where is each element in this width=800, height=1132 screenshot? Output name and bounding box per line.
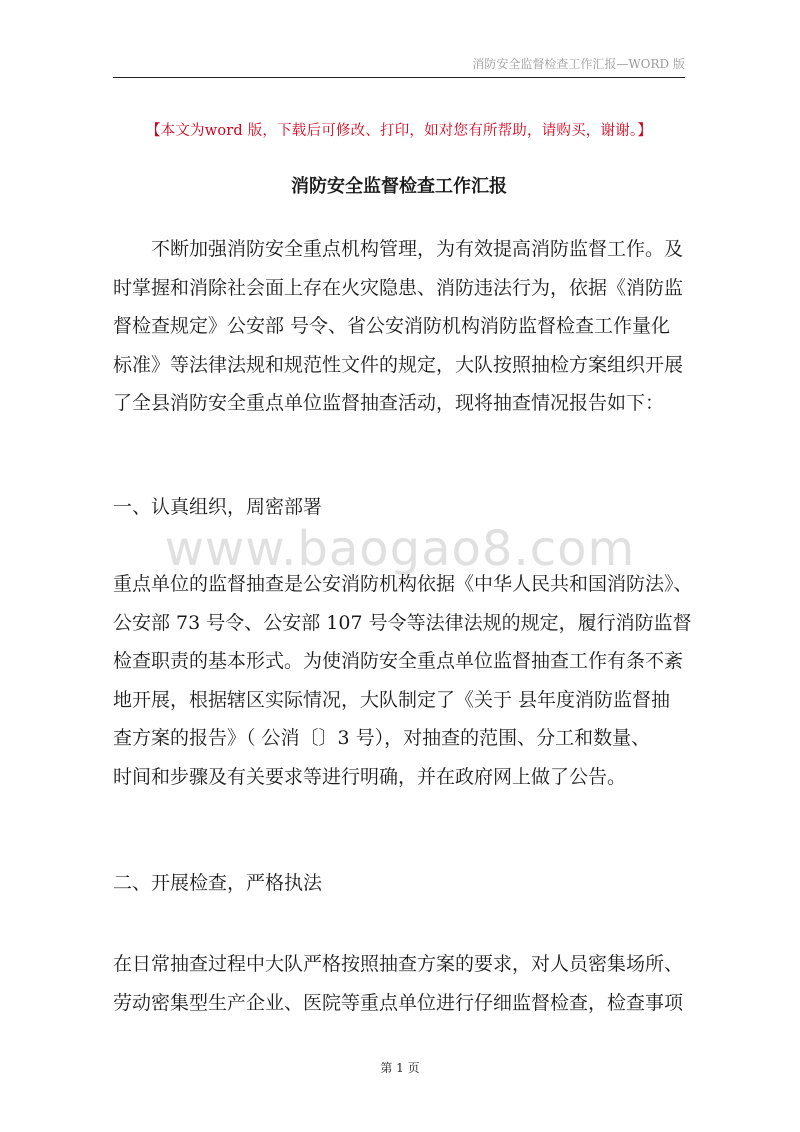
- purchase-notice: 【本文为word 版，下载后可修改、打印，如对您有所帮助，请购买，谢谢。】: [145, 123, 653, 139]
- text-line: 时间和步骤及有关要求等进行明确，并在政府网上做了公告。: [113, 765, 627, 788]
- text-line: 公安部 73 号令、公安部 107 号令等法律法规的规定，履行消防监督: [113, 611, 692, 634]
- text-line: 在日常抽查过程中大队严格按照抽查方案的要求，对人员密集场所、: [113, 953, 684, 975]
- watermark: www.baogao8.com: [164, 521, 636, 577]
- text-line: 劳动密集型生产企业、医院等重点单位进行仔细监督检查，检查事项: [113, 991, 684, 1014]
- section-heading-1: 一、认真组织，周密部署: [113, 496, 323, 518]
- section-2-paragraph: [113, 945, 685, 1022]
- text-line: 重点单位的监督抽查是公安消防机构依据《中华人民共和国消防法》、: [113, 573, 693, 595]
- page-number: 第 1 页: [380, 1061, 420, 1075]
- running-header: 消防安全监督检查工作汇报—WORD 版: [472, 57, 685, 71]
- text-line: 检查职责的基本形式。为使消防安全重点单位监督抽查工作有条不紊: [113, 650, 684, 672]
- text-line: 不断加强消防安全重点机构管理，为有效提高消防监督工作。及: [113, 238, 684, 260]
- text-line: 时掌握和消除社会面上存在火灾隐患、消防违法行为，依据《消防监: [113, 276, 684, 299]
- intro-paragraph: [113, 230, 685, 423]
- section-1-paragraph: [113, 565, 693, 796]
- header-rule: [113, 77, 685, 78]
- text-line: 督检查规定》公安部 号令、省公安消防机构消防监督检查工作量化: [113, 315, 671, 337]
- text-line: 查方案的报告》（ 公消〔〕3 号），对抽查的范围、分工和数量、: [113, 727, 651, 749]
- text-line: 了全县消防安全重点单位监督抽查活动，现将抽查情况报告如下：: [113, 392, 665, 414]
- section-heading-2: 二、开展检查，严格执法: [113, 872, 323, 894]
- text-line: 标准》等法律法规和规范性文件的规定，大队按照抽检方案组织开展: [113, 353, 684, 376]
- document-title: 消防安全监督检查工作汇报: [291, 176, 507, 197]
- text-line: 地开展，根据辖区实际情况，大队制定了《关于 县年度消防监督抽: [113, 688, 671, 711]
